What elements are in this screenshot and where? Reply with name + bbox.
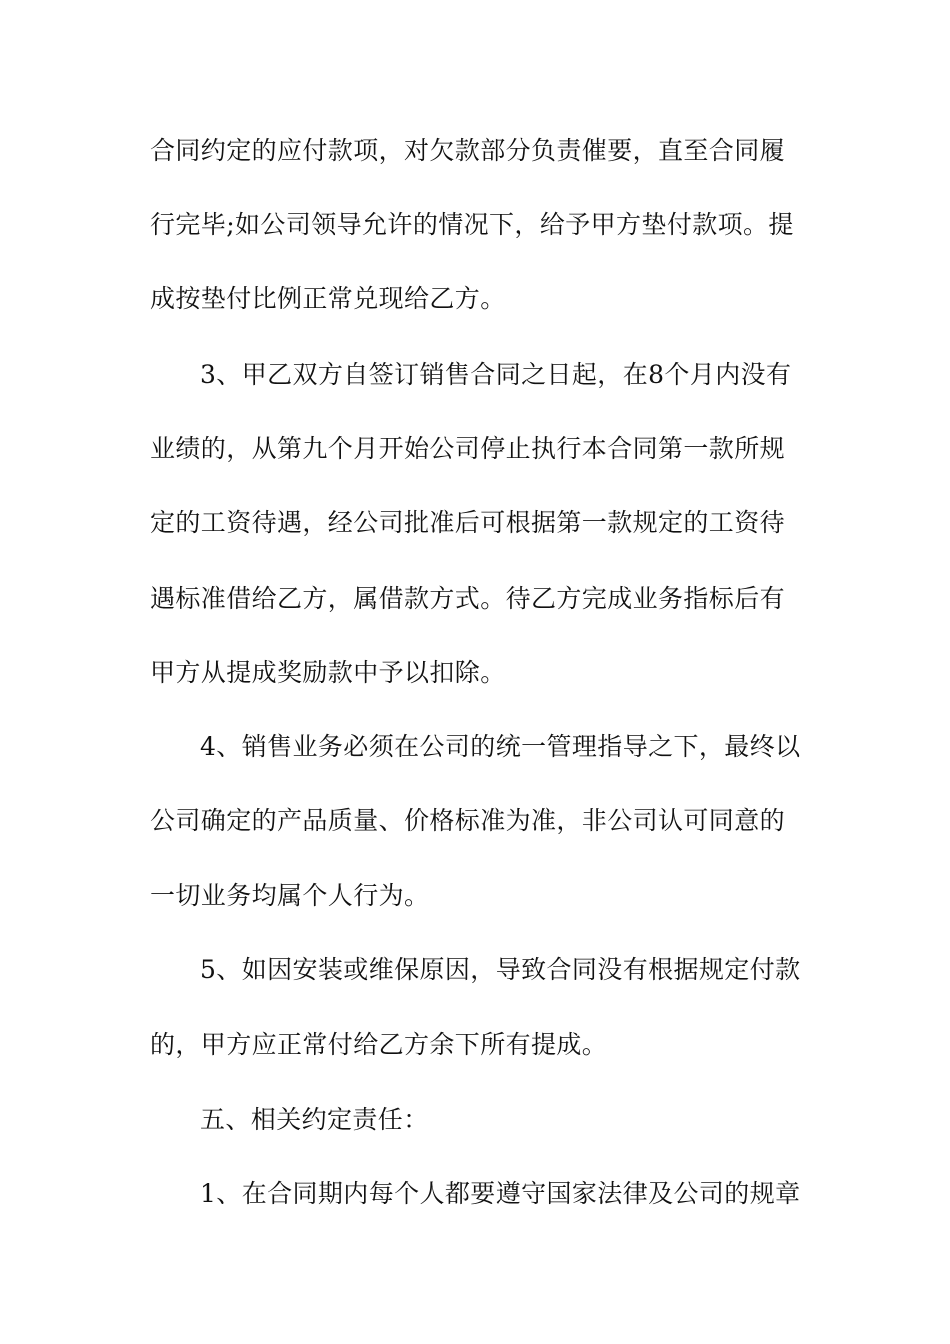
text-line: 甲方从提成奖励款中予以扣除。: [150, 658, 506, 687]
text-line: 行完毕;如公司领导允许的情况下，给予甲方垫付款项。提: [150, 210, 794, 239]
text-line: 3、甲乙双方自签订销售合同之日起，在8个月内没有: [200, 360, 792, 389]
text-line: 成按垫付比例正常兑现给乙方。: [150, 284, 506, 313]
text-line: 定的工资待遇，经公司批准后可根据第一款规定的工资待: [150, 508, 786, 537]
text-line: 合同约定的应付款项，对欠款部分负责催要，直至合同履: [150, 136, 786, 165]
text-line: 一切业务均属个人行为。: [150, 881, 430, 910]
text-line: 1、在合同期内每个人都要遵守国家法律及公司的规章: [200, 1179, 801, 1208]
text-line: 业绩的，从第九个月开始公司停止执行本合同第一款所规: [150, 434, 786, 463]
section-heading: 五、相关约定责任：: [200, 1105, 429, 1134]
text-line: 5、如因安装或维保原因，导致合同没有根据规定付款: [200, 955, 801, 984]
text-line: 遇标准借给乙方，属借款方式。待乙方完成业务指标后有: [150, 584, 786, 613]
text-line: 的，甲方应正常付给乙方余下所有提成。: [150, 1030, 608, 1059]
text-line: 公司确定的产品质量、价格标准为准，非公司认可同意的: [150, 806, 786, 835]
text-line: 4、销售业务必须在公司的统一管理指导之下，最终以: [200, 732, 801, 761]
